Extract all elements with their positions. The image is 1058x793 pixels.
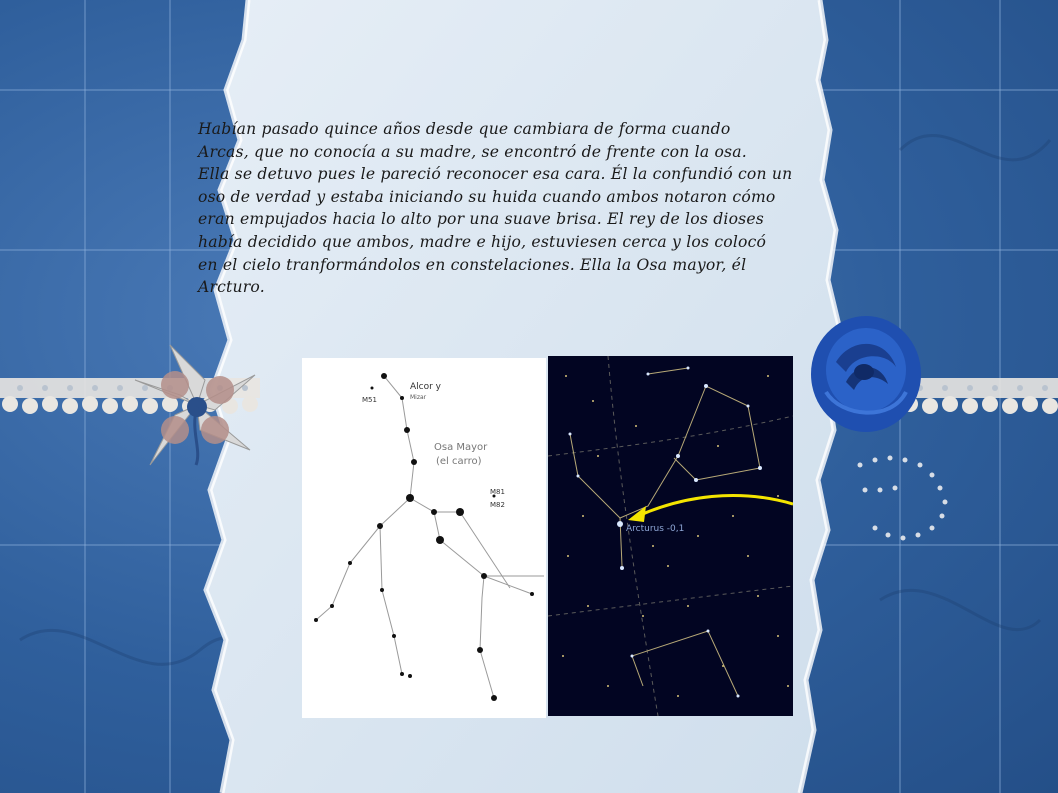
story-line: Habían pasado quince años desde que cambiara de forma cuando bbox=[198, 120, 731, 138]
label-alcor: Alcor y bbox=[410, 382, 441, 392]
label-osa-mayor: Osa Mayor bbox=[434, 442, 488, 453]
label-m82: M82 bbox=[490, 501, 505, 509]
pearl-dots-decoration bbox=[820, 440, 970, 560]
story-line: Arcturo. bbox=[198, 278, 265, 297]
silver-flower-icon bbox=[130, 335, 265, 475]
arcturus-star-chart bbox=[548, 356, 793, 716]
label-el-carro: (el carro) bbox=[436, 456, 482, 467]
ursa-major-lines bbox=[302, 358, 546, 718]
story-line: en el cielo tranformándolos en constelaciones. Ella la Osa mayor, él bbox=[198, 255, 747, 274]
label-mizar: Mizar bbox=[410, 394, 427, 401]
story-line: oso de verdad y estaba iniciando su huida cuando ambos notaron cómo bbox=[198, 187, 776, 206]
story-line: había decidido que ambos, madre e hijo, estuviesen cerca y los colocó bbox=[198, 232, 767, 251]
label-m81: M81 bbox=[490, 488, 505, 496]
ursa-major-diagram bbox=[302, 358, 546, 718]
story-line: Arcas, que no conocía a su madre, se encontró de frente con la osa. bbox=[198, 142, 747, 161]
story-line: eran empujados hacia lo alto por una suave brisa. El rey de los dioses bbox=[198, 210, 764, 229]
blue-rose-icon bbox=[806, 312, 926, 437]
story-line: Ella se detuvo pues le pareció reconocer esa cara. Él la confundió con un bbox=[198, 165, 793, 184]
label-m51: M51 bbox=[362, 396, 377, 404]
star-field bbox=[548, 356, 793, 716]
story-paragraph bbox=[198, 118, 898, 299]
label-arcturus: Arcturus -0,1 bbox=[626, 524, 685, 534]
